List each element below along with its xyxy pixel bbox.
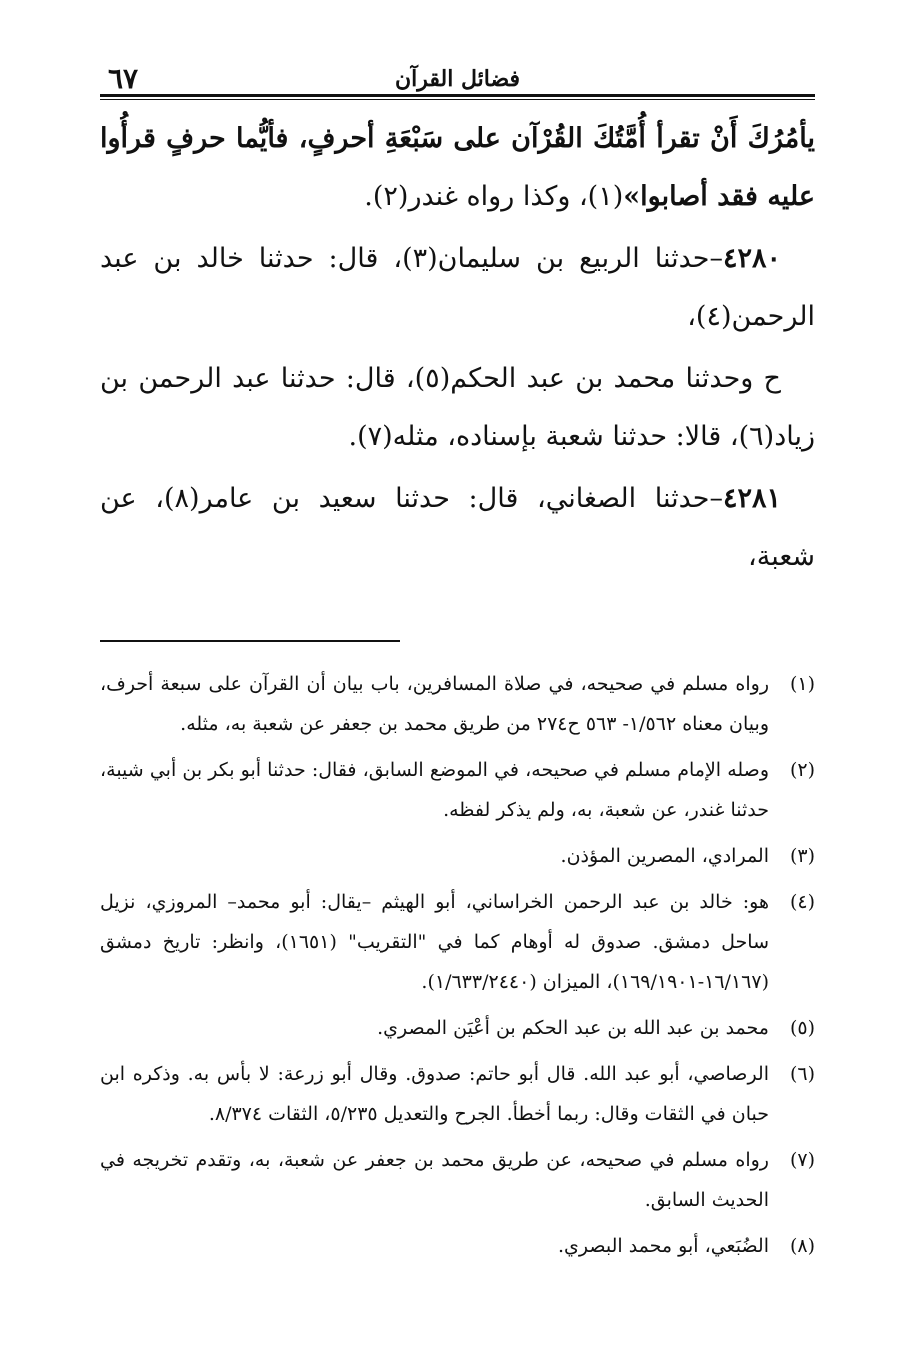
running-title: فضائل القرآن xyxy=(394,66,521,92)
footnote-marker: (٤) xyxy=(789,891,815,913)
paragraph-3 xyxy=(100,350,815,466)
footnote-marker: (٨) xyxy=(789,1235,815,1257)
footnote-marker: (١) xyxy=(789,673,815,695)
page-number: ٦٧ xyxy=(108,62,139,95)
footnote-text: الرصاصي، أبو عبد الله. قال أبو حاتم: صدوق. وقال أبو زرعة: لا بأس به. وذكره ابن حبان في الثقات وقال: ربما أخطأ. الجرح والتعديل ٥/٢٣٥، الثقات ٨/٣٧٤. xyxy=(100,1063,769,1125)
page-header xyxy=(100,60,815,94)
hadith-4280-text: –حدثنا الربيع بن سليمان(٣)، قال: حدثنا خالد بن عبد الرحمن(٤)، xyxy=(100,243,815,332)
footnote-1 xyxy=(100,664,815,744)
main-text xyxy=(100,110,815,586)
book-page xyxy=(100,60,815,1272)
hadith-4280 xyxy=(100,230,815,346)
paragraph-1-rest: (١)، وكذا رواه غندر(٢). xyxy=(364,181,624,212)
footnote-separator xyxy=(100,640,400,642)
footnote-marker: (٣) xyxy=(789,845,815,867)
footnote-8 xyxy=(100,1226,815,1266)
footnote-5 xyxy=(100,1008,815,1048)
hadith-4281-text: –حدثنا الصغاني، قال: حدثنا سعيد بن عامر(٨)، عن شعبة، xyxy=(100,483,815,572)
footnote-text: وصله الإمام مسلم في صحيحه، في الموضع السابق، فقال: حدثنا أبو بكر بن أبي شيبة، حدثنا غندر، عن شعبة، به، ولم يذكر لفظه. xyxy=(100,759,769,821)
footnote-6 xyxy=(100,1054,815,1134)
footnote-marker: (٢) xyxy=(789,759,815,781)
footnote-7 xyxy=(100,1140,815,1220)
footnote-4 xyxy=(100,882,815,1002)
hadith-number-4280: ٤٢٨٠ xyxy=(722,243,781,274)
footnotes xyxy=(100,664,815,1266)
footnote-marker: (٧) xyxy=(789,1149,815,1171)
hadith-4281 xyxy=(100,470,815,586)
paragraph-1 xyxy=(100,110,815,226)
footnote-3 xyxy=(100,836,815,876)
footnote-text: رواه مسلم في صحيحه، في صلاة المسافرين، باب بيان أن القرآن على سبعة أحرف، وبيان معناه ١/٥٦٢- ٥٦٣ ح٢٧٤ من طريق محمد بن جعفر عن شعبة به، مثله. xyxy=(100,673,769,735)
footnote-marker: (٦) xyxy=(789,1063,815,1085)
footnote-text: الضُبَعي، أبو محمد البصري. xyxy=(558,1235,769,1257)
footnote-marker: (٥) xyxy=(789,1017,815,1039)
footnote-text: المرادي، المصرين المؤذن. xyxy=(560,845,769,867)
footnote-2 xyxy=(100,750,815,830)
footnote-text: محمد بن عبد الله بن عبد الحكم بن أعْيَن المصري. xyxy=(377,1017,769,1039)
paragraph-3-text: ح وحدثنا محمد بن عبد الحكم(٥)، قال: حدثنا عبد الرحمن بن زياد(٦)، قالا: حدثنا شعبة بإسناده، مثله(٧). xyxy=(100,363,815,452)
footnote-text: هو: خالد بن عبد الرحمن الخراساني، أبو الهيثم –يقال: أبو محمد– المروزي، نزيل ساحل دمشق. صدوق له أوهام كما في "التقريب" (١٦٥١)، وانظر: تاريخ دمشق (١٦/١٦٧-١٦٩/١٩٠١)، الميزان (١/٦٣٣/٢٤٤٠). xyxy=(100,891,769,993)
hadith-number-4281: ٤٢٨١ xyxy=(722,483,781,514)
footnote-text: رواه مسلم في صحيحه، عن طريق محمد بن جعفر عن شعبة، به، وتقدم تخريجه في الحديث السابق. xyxy=(100,1149,769,1211)
header-rule xyxy=(100,94,815,100)
hadith-quote: يأمُرُكَ أَنْ تقرأ أُمَّتُكَ القُرْآن على سَبْعَةِ أحرفٍ، فأيُّما حرفٍ قرأُوا عليه فقد أصابوا» xyxy=(100,123,815,212)
